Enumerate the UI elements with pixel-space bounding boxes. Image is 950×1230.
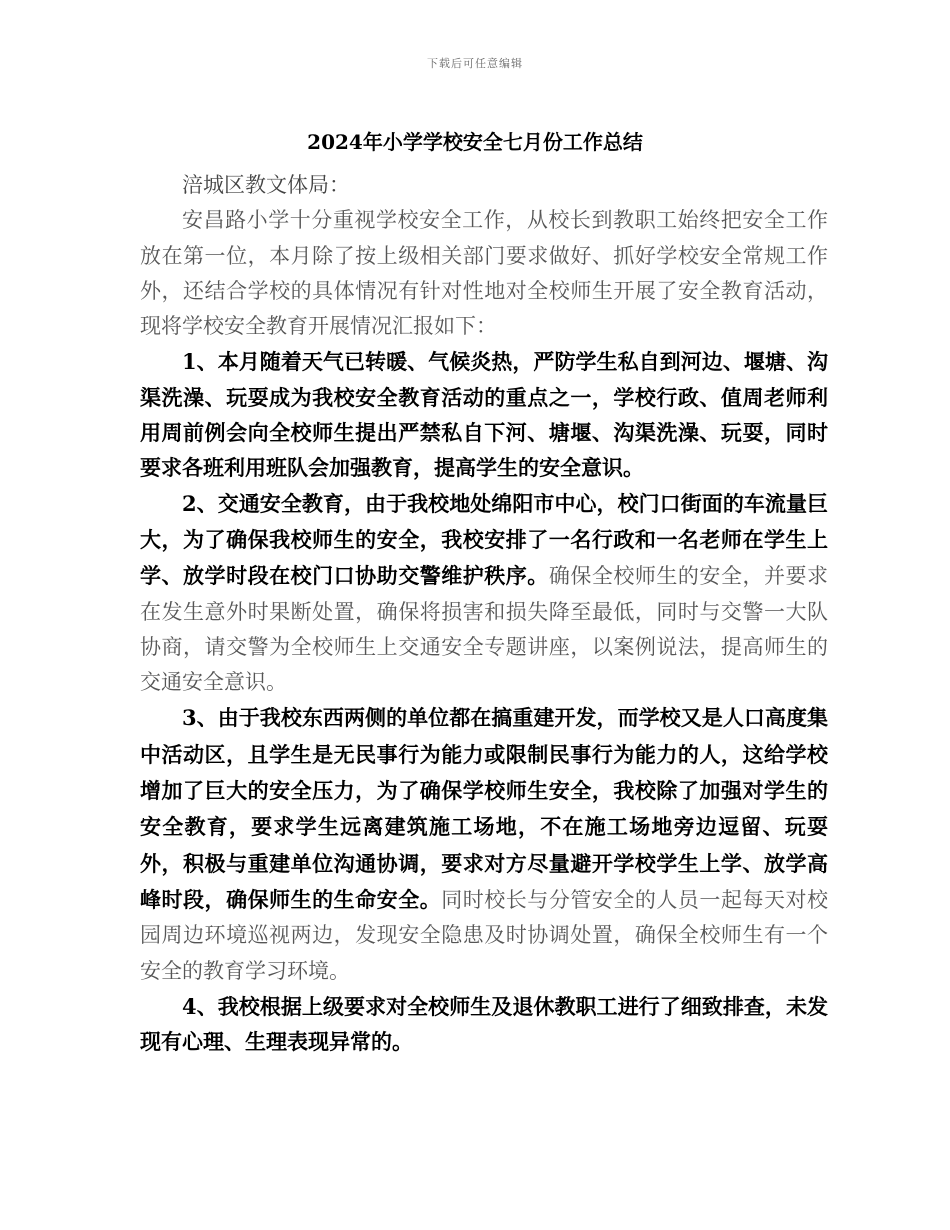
item-2-paragraph (140, 486, 828, 701)
item-3-bold-text: 3、由于我校东西两侧的单位都在搞重建开发，而学校又是人口高度集中活动区，且学生是无民事行为能力或限制民事行为能力的人，这给学校增加了巨大的安全压力，为了确保学校师生安全，我校除了加强对学生的安全教育，要求学生远离建筑施工场地，不在施工场地旁边逗留、玩耍外，积极与重建单位沟通协调，要求对方尽量避开学校学生上学、放学高峰时段，确保师生的生命安全。 (140, 705, 828, 912)
item-4-paragraph: 4、我校根据上级要求对全校师生及退休教职工进行了细致排查，未发现有心理、生理表现异常的。 (140, 993, 828, 1055)
item-2-bold-text: 2、交通安全教育，由于我校地处绵阳市中心，校门口街面的车流量巨大，为了确保我校师生的安全，我校安排了一名行政和一名老师在学生上学、放学时段在校门口协助交警维护秩序。 (140, 490, 828, 589)
item-1-paragraph: 1、本月随着天气已转暖、气候炎热，严防学生私自到河边、堰塘、沟渠洗澡、玩耍成为我校安全教育活动的重点之一，学校行政、值周老师利用周前例会向全校师生提出严禁私自下河、塘堰、沟渠洗澡、玩耍，同时要求各班利用班队会加强教育，提高学生的安全意识。 (140, 349, 828, 481)
salutation: 涪城区教文体局： (182, 173, 350, 197)
item-2-text: 确保全校师生的安全，并要求在发生意外时果断处置，确保将损害和损失降至最低，同时与交警一大队协商，请交警为全校师生上交通安全专题讲座，以案例说法，提高师生的交通安全意识。 (140, 564, 829, 695)
header-note: 下载后可任意编辑 (427, 57, 523, 70)
document-title: 2024年小学学校安全七月份工作总结 (307, 130, 643, 154)
item-3-text: 同时校长与分管安全的人员一起每天对校园周边环境巡视两边，发现安全隐患及时协调处置，确保全校师生有一个安全的教育学习环境。 (140, 887, 829, 983)
document-body (140, 168, 828, 1059)
item-3-paragraph (140, 700, 828, 988)
intro-paragraph: 安昌路小学十分重视学校安全工作，从校长到教职工始终把安全工作放在第一位，本月除了按上级相关部门要求做好、抓好学校安全常规工作外，还结合学校的具体情况有针对性地对全校师生开展了安全教育活动，现将学校安全教育开展情况汇报如下： (140, 208, 828, 339)
